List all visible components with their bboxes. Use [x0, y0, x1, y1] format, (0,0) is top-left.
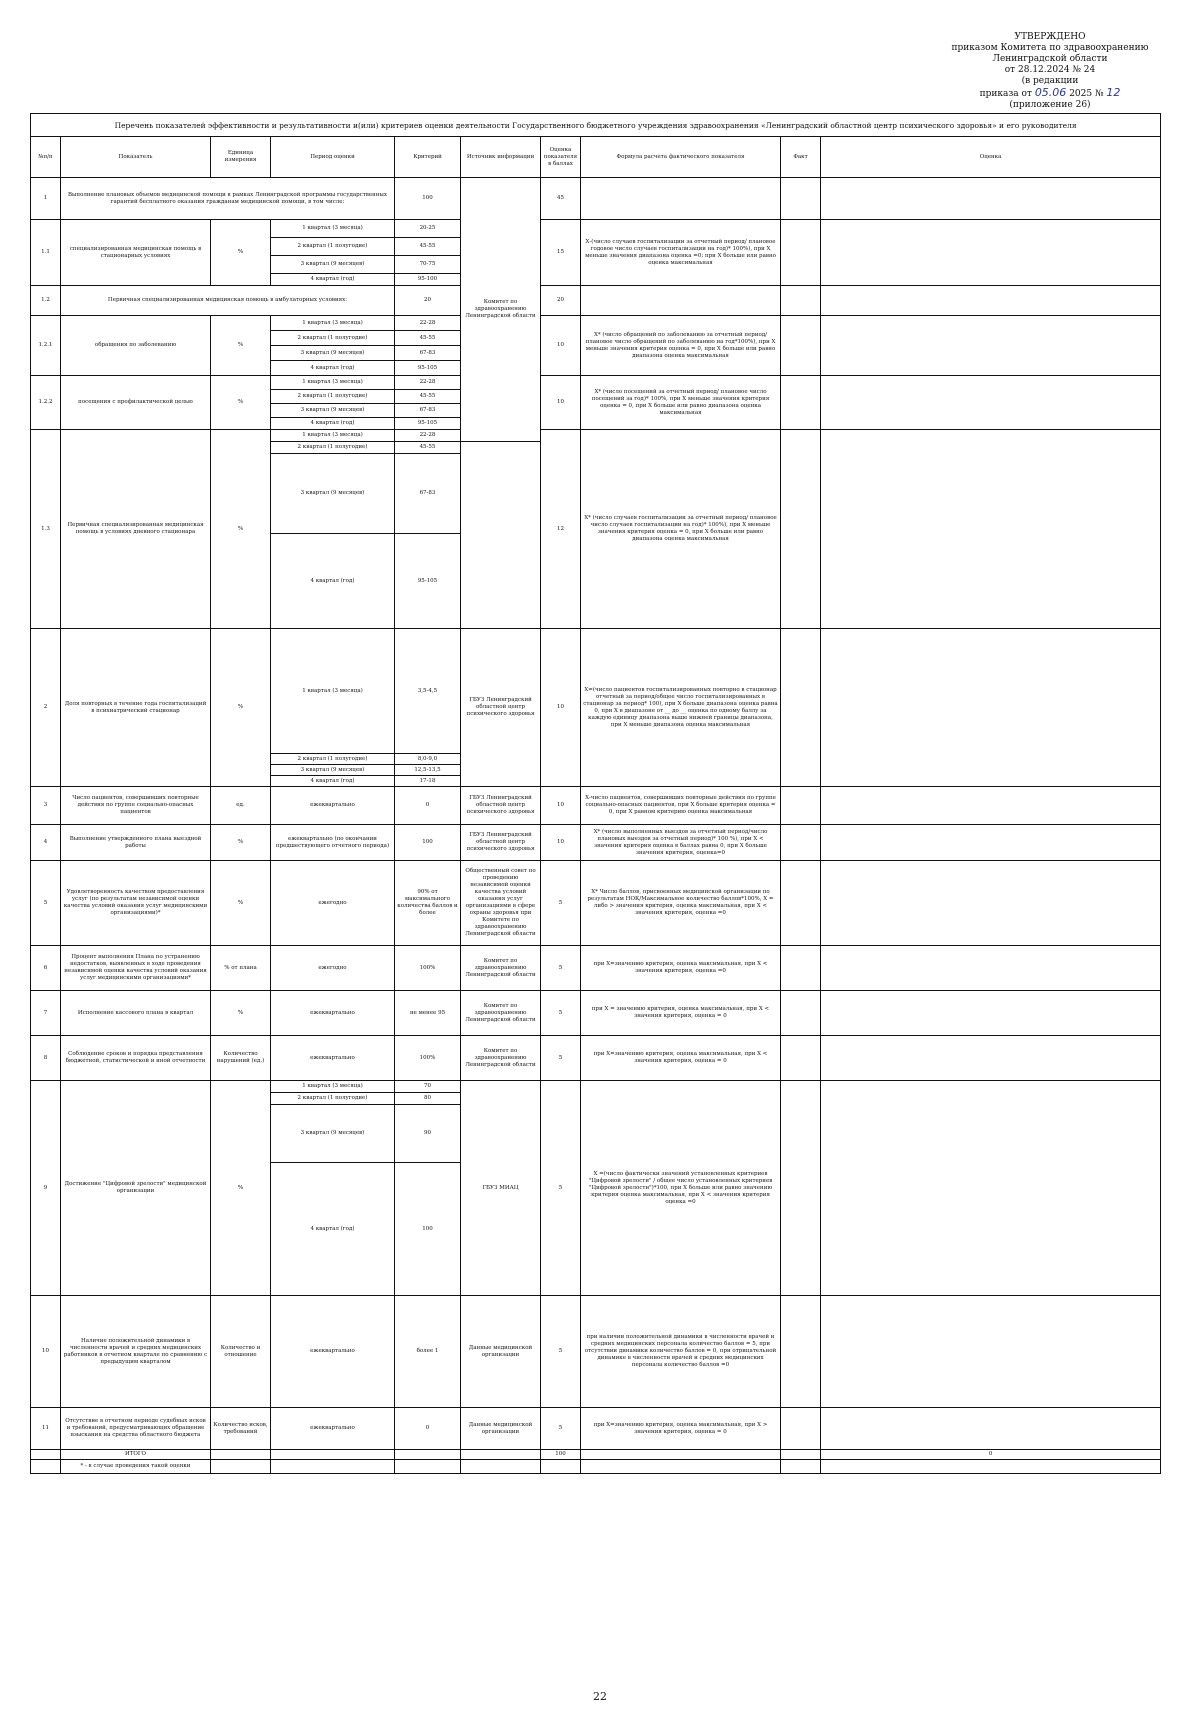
cell-criterion: не менее 95: [395, 991, 461, 1036]
cell-num: 4: [31, 825, 61, 861]
cell-period: 1 квартал (3 месяца): [271, 316, 395, 331]
cell-criterion: 95-105: [395, 361, 461, 376]
cell-criterion: 100%: [395, 1036, 461, 1081]
cell-period: ежеквартально: [271, 1296, 395, 1408]
approval-stamp: [940, 32, 1160, 111]
header-fact: Факт: [781, 137, 821, 178]
cell-period: 2 квартал (1 полугодие): [271, 442, 395, 454]
cell-formula: [581, 286, 781, 316]
cell-unit: %: [211, 220, 271, 286]
cell-criterion: 67-83: [395, 404, 461, 418]
cell-score: [821, 1408, 1161, 1450]
cell-period: 3 квартал (9 месяцев): [271, 454, 395, 534]
cell-score: [821, 316, 1161, 376]
cell-criterion: 95-100: [395, 274, 461, 286]
cell-formula: при Х = значению критерия, оценка максимальная, при Х < значения критерия, оценка = 0: [581, 991, 781, 1036]
cell-period: 4 квартал (год): [271, 776, 395, 787]
cell-source: Данные медицинской организации: [461, 1296, 541, 1408]
cell-points: 5: [541, 1296, 581, 1408]
cell-fact: [781, 220, 821, 286]
cell-fact: [781, 430, 821, 629]
cell-criterion: 0: [395, 1408, 461, 1450]
cell-points: 10: [541, 316, 581, 376]
cell-period: 4 квартал (год): [271, 274, 395, 286]
cell-criterion: 20: [395, 286, 461, 316]
cell-points: 5: [541, 861, 581, 946]
cell-score: [821, 220, 1161, 286]
cell-period: 4 квартал (год): [271, 361, 395, 376]
cell-source: ГБУЗ Ленинградский областной центр психического здоровья: [461, 629, 541, 787]
cell-criterion: 22-28: [395, 376, 461, 390]
cell-criterion: 0: [395, 787, 461, 825]
cell-source: Комитет по здравоохранению Ленинградской области: [461, 1036, 541, 1081]
page-number: 22: [593, 1690, 607, 1703]
table-row: [31, 178, 1161, 220]
approval-line: (в редакции: [1021, 76, 1079, 86]
cell-points: 5: [541, 1036, 581, 1081]
cell-period: 1 квартал (3 месяца): [271, 1081, 395, 1093]
cell-formula: при наличии положительной динамики в численности врачей и средних медицинских персонала количество баллов = 5, при отсутствии динамики количество баллов = 0, при отрицательной динамике в численности врачей и средних медицинских персонала количество баллов =0: [581, 1296, 781, 1408]
header-indicator: Показатель: [61, 137, 211, 178]
cell-unit: %: [211, 825, 271, 861]
handwritten-date: 05.06: [1034, 86, 1067, 99]
cell-criterion: 22-28: [395, 316, 461, 331]
cell-points: 5: [541, 1408, 581, 1450]
cell-score: [821, 629, 1161, 787]
cell-score: [821, 286, 1161, 316]
cell-indicator: Выполнение плановых объемов медицинской помощи в рамках Ленинградской программы государственных гарантий бесплатного оказания гражданам медицинской помощи, в том числе:: [61, 178, 395, 220]
cell-fact: [781, 825, 821, 861]
table-row: [31, 1081, 1161, 1093]
cell-num: 10: [31, 1296, 61, 1408]
cell-points: 45: [541, 178, 581, 220]
cell-criterion: 100%: [395, 946, 461, 991]
cell-criterion: 3,5-4,5: [395, 629, 461, 754]
cell-points: 5: [541, 991, 581, 1036]
cell-criterion: 70-75: [395, 256, 461, 274]
cell-period: 2 квартал (1 полугодие): [271, 238, 395, 256]
cell-criterion: 20-25: [395, 220, 461, 238]
cell-num: 3: [31, 787, 61, 825]
cell-fact: [781, 376, 821, 430]
cell-period: 1 квартал (3 месяца): [271, 430, 395, 442]
cell-indicator: Исполнение кассового плана в квартал: [61, 991, 211, 1036]
cell-period: 3 квартал (9 месяцев): [271, 1105, 395, 1163]
cell-indicator: посещения с профилактической целью: [61, 376, 211, 430]
header-period: Период оценки: [271, 137, 395, 178]
cell-points: 10: [541, 629, 581, 787]
cell-fact: [781, 946, 821, 991]
cell-period: 1 квартал (3 месяца): [271, 220, 395, 238]
cell-source: ГБУЗ Ленинградский областной центр психического здоровья: [461, 787, 541, 825]
table-row: [31, 376, 1161, 390]
cell-fact: [781, 1408, 821, 1450]
cell-period: 3 квартал (9 месяцев): [271, 765, 395, 776]
cell-num: 7: [31, 991, 61, 1036]
cell-fact: [781, 787, 821, 825]
cell-indicator: Соблюдение сроков и порядка представления бюджетной, статистической и иной отчетности: [61, 1036, 211, 1081]
cell-fact: [781, 178, 821, 220]
cell-indicator: Наличие положительной динамики в численности врачей и средних медицинских работников в отчетном квартале по сравнению с предыдущим кварталом: [61, 1296, 211, 1408]
cell-formula: [581, 178, 781, 220]
header-score: Оценка: [821, 137, 1161, 178]
cell-criterion: 90% от максимального количества баллов и более: [395, 861, 461, 946]
header-row: [31, 137, 1161, 178]
cell-num: 6: [31, 946, 61, 991]
cell-source: Комитет по здравоохранению Ленинградской области: [461, 991, 541, 1036]
cell-num: 1.2.1: [31, 316, 61, 376]
cell-fact: [781, 316, 821, 376]
approval-year: 2025 №: [1069, 89, 1104, 99]
cell-criterion: 45-55: [395, 442, 461, 454]
cell-formula: Х* (число выполненных выездов за отчетный период/число плановых выездов за отчетный период)* 100 %), при Х < значения критерия оценка в баллах равна 0, при Х больше значения критерия, оценка=0: [581, 825, 781, 861]
cell-period: ежеквартально: [271, 991, 395, 1036]
table-title: Перечень показателей эффективности и результативности и(или) критериев оценки деятельности Государственного бюджетного учреждения здравоохранения «Ленинградский областной центр психического здоровья» и его руководителя: [31, 114, 1161, 137]
approval-line: приказом Комитета по здравоохранению: [951, 43, 1149, 53]
cell-formula: при Х=значению критерия, оценка максимальная, при Х < значения критерия, оценка =0: [581, 946, 781, 991]
cell-num: 2: [31, 629, 61, 787]
cell-criterion: 17-18: [395, 776, 461, 787]
cell-unit: % от плана: [211, 946, 271, 991]
footnote: * - в случае проведения такой оценки: [61, 1460, 211, 1474]
cell-period: 4 квартал (год): [271, 534, 395, 629]
cell-num: 1.1: [31, 220, 61, 286]
cell-period: ежеквартально (по окончании предшествующего отчетного периода): [271, 825, 395, 861]
cell-period: 3 квартал (9 месяцев): [271, 346, 395, 361]
cell-score: [821, 430, 1161, 629]
cell-unit: %: [211, 861, 271, 946]
cell-num: 1.2.2: [31, 376, 61, 430]
cell-source: ГБУЗ МИАЦ: [461, 1081, 541, 1296]
cell-criterion: 67-83: [395, 346, 461, 361]
cell-score: [821, 787, 1161, 825]
cell-num: 11: [31, 1408, 61, 1450]
cell-fact: [781, 861, 821, 946]
cell-points: 10: [541, 825, 581, 861]
cell-score: [821, 376, 1161, 430]
table-row: [31, 1036, 1161, 1081]
table-row: [31, 316, 1161, 331]
cell-score: [821, 991, 1161, 1036]
table-row: [31, 825, 1161, 861]
table-row: [31, 1296, 1161, 1408]
cell-score: [821, 1081, 1161, 1296]
cell-criterion: 70: [395, 1081, 461, 1093]
cell-score: [821, 946, 1161, 991]
cell-num: 1: [31, 178, 61, 220]
cell-indicator: обращения по заболеванию: [61, 316, 211, 376]
cell-source: Комитет по здравоохранению Ленинградской области: [461, 178, 541, 442]
cell-criterion: 100: [395, 1163, 461, 1296]
cell-period: 2 квартал (1 полугодие): [271, 331, 395, 346]
table-row: [31, 787, 1161, 825]
cell-period: ежеквартально: [271, 1036, 395, 1081]
cell-criterion: 67-83: [395, 454, 461, 534]
cell-indicator: Первичная специализированная медицинская помощь в амбулаторных условиях:: [61, 286, 395, 316]
cell-indicator: специализированная медицинская помощь в стационарных условиях: [61, 220, 211, 286]
cell-score: [821, 825, 1161, 861]
total-row: [31, 1450, 1161, 1460]
approval-line: Ленинградской области: [992, 54, 1108, 64]
cell-indicator: Достижение "Цифровой зрелости" медицинской организации: [61, 1081, 211, 1296]
cell-period: 1 квартал (3 месяца): [271, 629, 395, 754]
approval-line: от 28.12.2024 № 24: [1004, 65, 1096, 75]
cell-formula: Х =(число фактически значений установленных критериев "Цифровой зрелости" / общее число установленных критериев "Цифровой зрелости")*100, при Х больше или равно значению критерия оценка максимальная, при Х < значения критерия оценка =0: [581, 1081, 781, 1296]
cell-period: 2 квартал (1 полугодие): [271, 754, 395, 765]
cell-criterion: 95-105: [395, 534, 461, 629]
cell-period: 2 квартал (1 полугодие): [271, 1093, 395, 1105]
cell-formula: Х* Число баллов, присвоенных медицинской организации по результатам НОК/Максимальное количество баллов*100%, Х = либо > значения критерия, оценка максимальная, при Х < значения критерия, оценка =0: [581, 861, 781, 946]
cell-unit: ед.: [211, 787, 271, 825]
cell-indicator: Первичная специализированная медицинская помощь в условиях дневного стационара: [61, 430, 211, 629]
cell-source: Комитет по здравоохранению Ленинградской области: [461, 946, 541, 991]
cell-criterion: 12,5-13,5: [395, 765, 461, 776]
cell-points: 10: [541, 376, 581, 430]
cell-formula: Х-(число случаев госпитализации за отчетный период/ плановое годовое число случаев госпитализации на год)* 100%), при Х меньше значения диапазона оценка =0; при Х больше или равно оценка максимальная: [581, 220, 781, 286]
cell-score: [821, 1036, 1161, 1081]
cell-unit: %: [211, 430, 271, 629]
cell-points: 15: [541, 220, 581, 286]
cell-num: 1.3: [31, 430, 61, 629]
cell-criterion: 100: [395, 825, 461, 861]
cell-indicator: Число пациентов, совершивших повторные действия по группе социально-опасных пациентов: [61, 787, 211, 825]
cell-unit: %: [211, 629, 271, 787]
cell-fact: [781, 991, 821, 1036]
approval-prefix: приказа от: [979, 89, 1032, 99]
table-row: [31, 430, 1161, 442]
total-points: 100: [541, 1450, 581, 1460]
cell-unit: %: [211, 991, 271, 1036]
cell-period: ежегодно: [271, 946, 395, 991]
cell-fact: [781, 1036, 821, 1081]
cell-num: 8: [31, 1036, 61, 1081]
cell-unit: %: [211, 316, 271, 376]
cell-criterion: 100: [395, 178, 461, 220]
total-label: ИТОГО: [61, 1450, 211, 1460]
cell-period: 3 квартал (9 месяцев): [271, 404, 395, 418]
cell-formula: Х-число пациентов, совершивших повторные действия по группе социально-опасных пациентов, при Х больше критерия оценка = 0, при Х равном критерию оценка максимальная: [581, 787, 781, 825]
cell-num: 1.2: [31, 286, 61, 316]
cell-formula: при Х=значению критерия, оценка максимальная, при Х > значения критерия, оценка = 0: [581, 1408, 781, 1450]
table-row: [31, 861, 1161, 946]
cell-points: 5: [541, 946, 581, 991]
cell-points: 5: [541, 1081, 581, 1296]
cell-formula: при Х=значению критерия, оценка максимальная, при Х < значения критерия, оценка = 0: [581, 1036, 781, 1081]
table-row: [31, 629, 1161, 754]
approval-line: УТВЕРЖДЕНО: [1014, 32, 1086, 42]
cell-period: 1 квартал (3 месяца): [271, 376, 395, 390]
header-formula: Формула расчета фактического показателя: [581, 137, 781, 178]
cell-points: 20: [541, 286, 581, 316]
cell-num: 9: [31, 1081, 61, 1296]
cell-formula: Х=(число пациентов госпитализированных повторно в стационар отчетный за период/общее число госпитализированных в стационар за период* 100), при Х больше диапазона оценка равна 0, при Х в диапазоне от __ до __ оценка по одному баллу за каждую единицу диапазона выше нижней границы диапазона, при Х меньше диапазона оценка максимальная: [581, 629, 781, 787]
header-points: Оценка показателя в баллах: [541, 137, 581, 178]
approval-line: (приложение 26): [1009, 100, 1091, 110]
cell-criterion: 80: [395, 1093, 461, 1105]
header-unit: Единица измерения: [211, 137, 271, 178]
cell-unit: Количество нарушений (ед.): [211, 1036, 271, 1081]
cell-fact: [781, 286, 821, 316]
table-row: [31, 286, 1161, 316]
indicators-table: [30, 113, 1161, 1474]
cell-indicator: Удовлетворенность качеством предоставления услуг (по результатам независимой оценки качества условий оказания услуг медицинскими организациями)*: [61, 861, 211, 946]
cell-points: 10: [541, 787, 581, 825]
cell-period: 4 квартал (год): [271, 1163, 395, 1296]
cell-score: [821, 861, 1161, 946]
cell-period: 4 квартал (год): [271, 418, 395, 430]
cell-unit: %: [211, 376, 271, 430]
cell-criterion: 45-55: [395, 331, 461, 346]
approval-line-order: [940, 87, 1160, 100]
header-source: Источник информации: [461, 137, 541, 178]
cell-criterion: 22-28: [395, 430, 461, 442]
cell-criterion: 95-105: [395, 418, 461, 430]
table-row: [31, 220, 1161, 238]
cell-source: ГБУЗ Ленинградский областной центр психического здоровья: [461, 825, 541, 861]
cell-period: ежеквартально: [271, 1408, 395, 1450]
cell-indicator: Отсутствие в отчетном периоде судебных исков и требований, предусматривающих обращение взыскания на средства областного бюджета: [61, 1408, 211, 1450]
cell-criterion: 8,0-9,0: [395, 754, 461, 765]
cell-period: 3 квартал (9 месяцев): [271, 256, 395, 274]
cell-indicator: Выполнение утвержденного плана выездной работы: [61, 825, 211, 861]
cell-fact: [781, 1296, 821, 1408]
table-row: [31, 946, 1161, 991]
cell-unit: %: [211, 1081, 271, 1296]
cell-unit: Количество исков, требований: [211, 1408, 271, 1450]
cell-source: Данные медицинской организации: [461, 1408, 541, 1450]
cell-fact: [781, 1081, 821, 1296]
cell-indicator: Процент выполнения Плана по устранению недостатков, выявленных в ходе проведения независимой оценки качества условий оказания услуг медицинскими организациями*: [61, 946, 211, 991]
table-row: [31, 1408, 1161, 1450]
cell-num: 5: [31, 861, 61, 946]
cell-criterion: 45-55: [395, 390, 461, 404]
cell-period: ежегодно: [271, 861, 395, 946]
cell-points: 12: [541, 430, 581, 629]
cell-unit: Количество и отношение: [211, 1296, 271, 1408]
cell-period: 2 квартал (1 полугодие): [271, 390, 395, 404]
total-score: 0: [821, 1450, 1161, 1460]
cell-criterion: более 1: [395, 1296, 461, 1408]
cell-indicator: Доля повторных в течение года госпитализаций в психиатрический стационар: [61, 629, 211, 787]
footnote-row: [31, 1460, 1161, 1474]
header-criterion: Критерий: [395, 137, 461, 178]
cell-period: ежеквартально: [271, 787, 395, 825]
cell-formula: Х* (число обращений по заболеванию за отчетный период/ плановое число обращений по заболеванию на год*100%), при Х меньше значения критерия оценка = 0, при Х больше или равно диапазона оценка максимальная: [581, 316, 781, 376]
cell-formula: Х* (число случаев госпитализации за отчетный период/ плановое число случаев госпитализации на год)* 100%), при Х меньше значения критерия оценка = 0, при Х больше или равно диапазона оценка максимальная: [581, 430, 781, 629]
cell-score: [821, 178, 1161, 220]
handwritten-number: 12: [1106, 86, 1121, 99]
cell-criterion: 90: [395, 1105, 461, 1163]
cell-source: Общественный совет по проведению независимой оценки качества условий оказания услуг организациями в сфере охраны здоровья при Комитете по здравоохранению Ленинградской области: [461, 861, 541, 946]
cell-formula: Х* (число посещений за отчетный период/ плановое число посещений за год)* 100%, при Х меньше значения критерия оценка = 0, при Х больше или равно диапазона оценка максимальная: [581, 376, 781, 430]
cell-fact: [781, 629, 821, 787]
cell-score: [821, 1296, 1161, 1408]
header-num: №п/п: [31, 137, 61, 178]
table-row: [31, 991, 1161, 1036]
cell-criterion: 45-55: [395, 238, 461, 256]
